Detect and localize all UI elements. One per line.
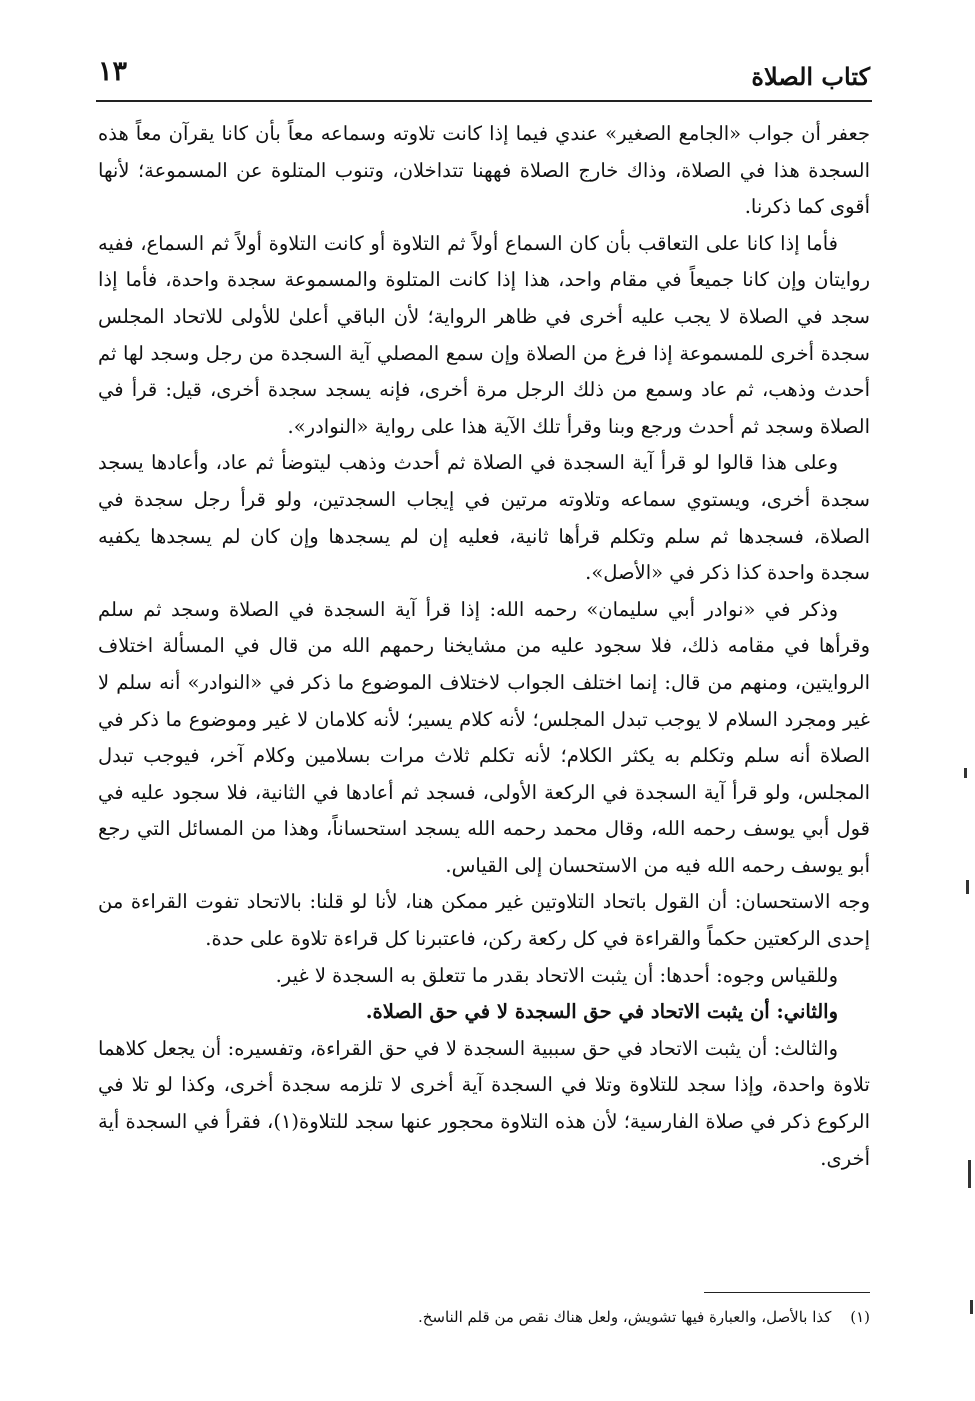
footnote-divider [704, 1292, 870, 1293]
scan-edge-mark [968, 1160, 971, 1188]
paragraph-8: والثالث: أن يثبت الاتحاد في حق سببية السجدة لا في حق القراءة، وتفسيره: أن يجعل كلاهما تلاوة واحدة، وإذا سجد للتلاوة وتلا في السجدة آية أخرى لا تلزمه سجدة أخرى، وكذا لو تلا في الركوع ذكر في صلاة الفارسية؛ لأن هذه التلاوة محجور عنها سجد للتلاوة(١)، فقرأ في السجدة أية أخرى. [98, 1036, 871, 1170]
main-text [98, 116, 870, 1177]
running-header [98, 52, 870, 98]
paragraph-1: جعفر أن جواب «الجامع الصغير» عندي فيما إذا كانت تلاوته وسماعه معاً بأن كانا يقرآن معاً هذه السجدة هذا في الصلاة، وذاك خارج الصلاة فههنا تتداخلان، وتنوب المتلوة عن المسموعة؛ لأنها أقوى كما ذكرنا. [98, 122, 870, 219]
footnote-text: كذا بالأصل، والعبارة فيها تشويش، ولعل هناك نقص من قلم الناسخ. [417, 1308, 832, 1326]
paragraph-6: وللقياس وجوه: أحدها: أن يثبت الاتحاد بقدر ما تتعلق به السجدة لا غير. [275, 963, 838, 987]
paragraph-2: فأما إذا كانا على التعاقب بأن كان السماع أولاً ثم التلاوة أو كانت التلاوة أولاً ثم السماع، ففيه روايتان وإن كانا جميعاً في مقام واحد، هذا إذا كانت المتلوة والمسموعة سجدة واحدة، فأما إذا سجد في الصلاة لا يجب عليه أخرى في ظاهر الرواية؛ لأن الباقي أعلىٰ للأولى للاتحاد المجلس سجدة أخرى للمسموعة إذا فرغ من الصلاة وإن سمع المصلي آية السجدة من رجل وسجد لها ثم أحدث وذهب، ثم عاد وسمع من ذلك الرجل مرة أخرى، فإنه يسجد سجدة أخرى، قيل: قرأ في الصلاة وسجد ثم أحدث ورجع وبنا وقرأ تلك الآية هذا على رواية «النوادر». [98, 231, 870, 438]
footnote [98, 1304, 870, 1330]
paragraph-4: وذكر في «نوادر أبي سليمان» رحمه الله: إذا قرأ آية السجدة في الصلاة وسجد ثم سلم وقرأها في مقامه ذلك، فلا سجود عليه من مشايخنا رحمهم الله من قال في المسألة اختلاف الروايتين، ومنهم من قال: إنما اختلف الجواب لاختلاف الموضوع ما ذكر في «النوادر» أنه سلم لا غير ومجرد السلام لا يوجب تبدل المجلس؛ لأنه كلام يسير؛ لأنه كلامان لا غير وموضوع ما ذكر في الصلاة أنه سلم وتكلم به يكثر الكلام؛ لأنه تكلم ثلاث مرات بسلامين وكلام آخر، فيوجب تبدل المجلس، ولو قرأ آية السجدة في الركعة الأولى، فسجد ثم أعادها في الثانية، فلا سجود عليه في قول أبي يوسف رحمه الله، وقال محمد رحمه الله يسجد استحساناً، وهذا من المسائل التي رجع أبو يوسف رحمه الله فيه من الاستحسان إلى القياس. [98, 597, 870, 877]
scan-edge-mark [966, 880, 969, 894]
paragraph-7: والثاني: أن يثبت الاتحاد في حق السجدة لا في حق الصلاة. [365, 1000, 838, 1024]
running-title: كتاب الصلاة [751, 62, 870, 91]
scan-edge-mark [970, 1300, 973, 1314]
paragraph-5: وجه الاستحسان: أن القول باتحاد التلاوتين غير ممكن هنا، لأنا لو قلنا: بالاتحاد تفوت القراءة من إحدى الركعتين حكماً والقراءة في كل ركعة ركن، فاعتبرنا كل قراءة تلاوة على حدة. [98, 890, 870, 951]
footnote-number: (١) [850, 1308, 870, 1326]
page-number: ١٣ [98, 56, 128, 87]
scan-edge-mark [964, 768, 967, 778]
header-divider [96, 100, 872, 102]
paragraph-3: وعلى هذا قالوا لو قرأ آية السجدة في الصلاة ثم أحدث وذهب ليتوضأ ثم عاد، وأعادها يسجد سجدة أخرى، ويستوي سماعه وتلاوته مرتين في إيجاب السجدتين، ولو قرأ رجل سجدة في الصلاة، فسجدها ثم سلم وتكلم قرأها ثانية، فعليه إن لم يسجدها وإن كان لم يسجدها يكفيه سجدة واحدة كذا ذكر في «الأصل». [98, 451, 870, 585]
